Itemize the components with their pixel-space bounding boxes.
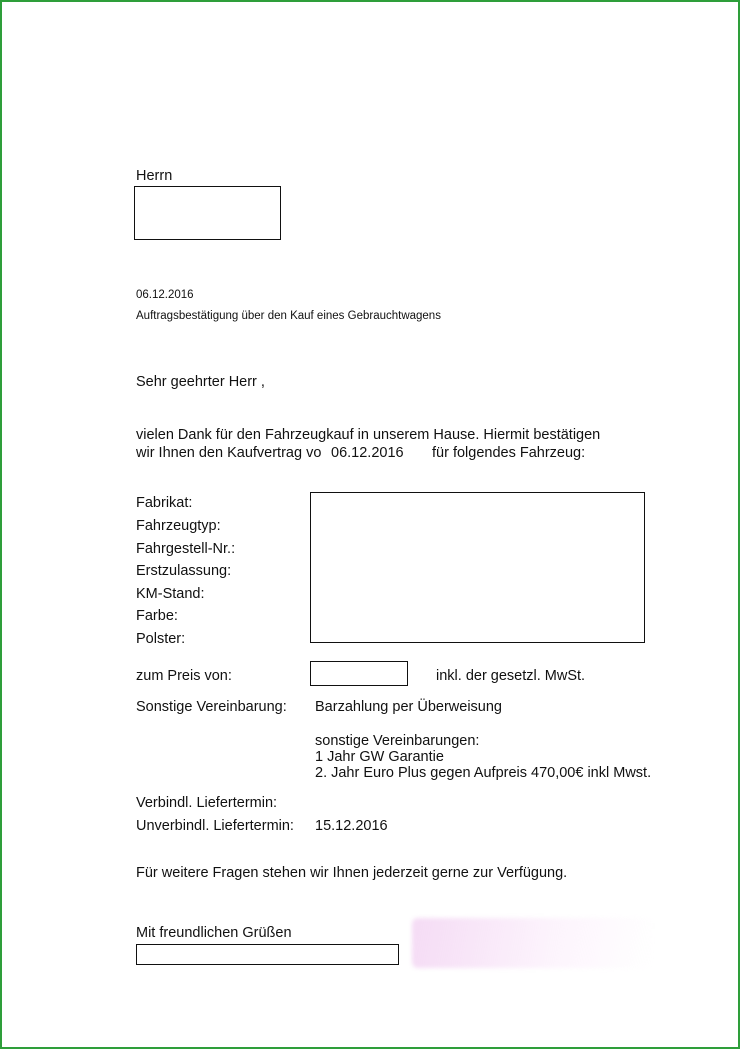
price-tax-note: inkl. der gesetzl. MwSt. [436,668,586,684]
field-label-erstzulassung: Erstzulassung: [136,563,232,579]
recipient-address-redacted [134,186,281,240]
intro-line-2-suffix: für folgendes Fahrzeug: [432,445,586,461]
field-label-fahrgestell-nr: Fahrgestell-Nr.: [136,541,236,557]
agreement-label: Sonstige Vereinbarung: [136,699,287,715]
field-label-km-stand: KM-Stand: [136,586,205,602]
delivery-nonbinding-date: 15.12.2016 [315,818,388,834]
vehicle-details-redacted [310,492,645,643]
closing-questions: Für weitere Fragen stehen wir Ihnen jederzeit gerne zur Verfügung. [136,865,568,881]
closing-regards: Mit freundlichen Grüßen [136,925,292,941]
letter-greeting: Sehr geehrter Herr , [136,374,265,390]
letter-date: 06.12.2016 [136,289,194,301]
delivery-nonbinding-label: Unverbindl. Liefertermin: [136,818,294,834]
field-label-fabrikat: Fabrikat: [136,495,193,511]
intro-line-2-prefix: wir Ihnen den Kaufvertrag vo [136,445,322,461]
intro-line-1: vielen Dank für den Fahrzeugkauf in unserem Hause. Hiermit bestätigen [136,427,601,443]
field-label-farbe: Farbe: [136,608,178,624]
other-agreements-heading: sonstige Vereinbarungen: [315,733,480,749]
recipient-salutation: Herrn [136,168,173,184]
price-label: zum Preis von: [136,668,232,684]
field-label-polster: Polster: [136,631,186,647]
delivery-binding-label: Verbindl. Liefertermin: [136,795,278,811]
field-label-fahrzeugtyp: Fahrzeugtyp: [136,518,221,534]
intro-line-2-date: 06.12.2016 [331,445,404,461]
other-agreement-item: 1 Jahr GW Garantie [315,749,444,765]
letter-subject: Auftragsbestätigung über den Kauf eines Gebrauchtwagens [136,310,441,322]
price-value-redacted [310,661,408,686]
agreement-value: Barzahlung per Überweisung [315,699,502,715]
scan-smudge [412,918,652,968]
other-agreement-item: 2. Jahr Euro Plus gegen Aufpreis 470,00€ inkl Mwst. [315,765,652,781]
signature-redacted [136,944,399,965]
